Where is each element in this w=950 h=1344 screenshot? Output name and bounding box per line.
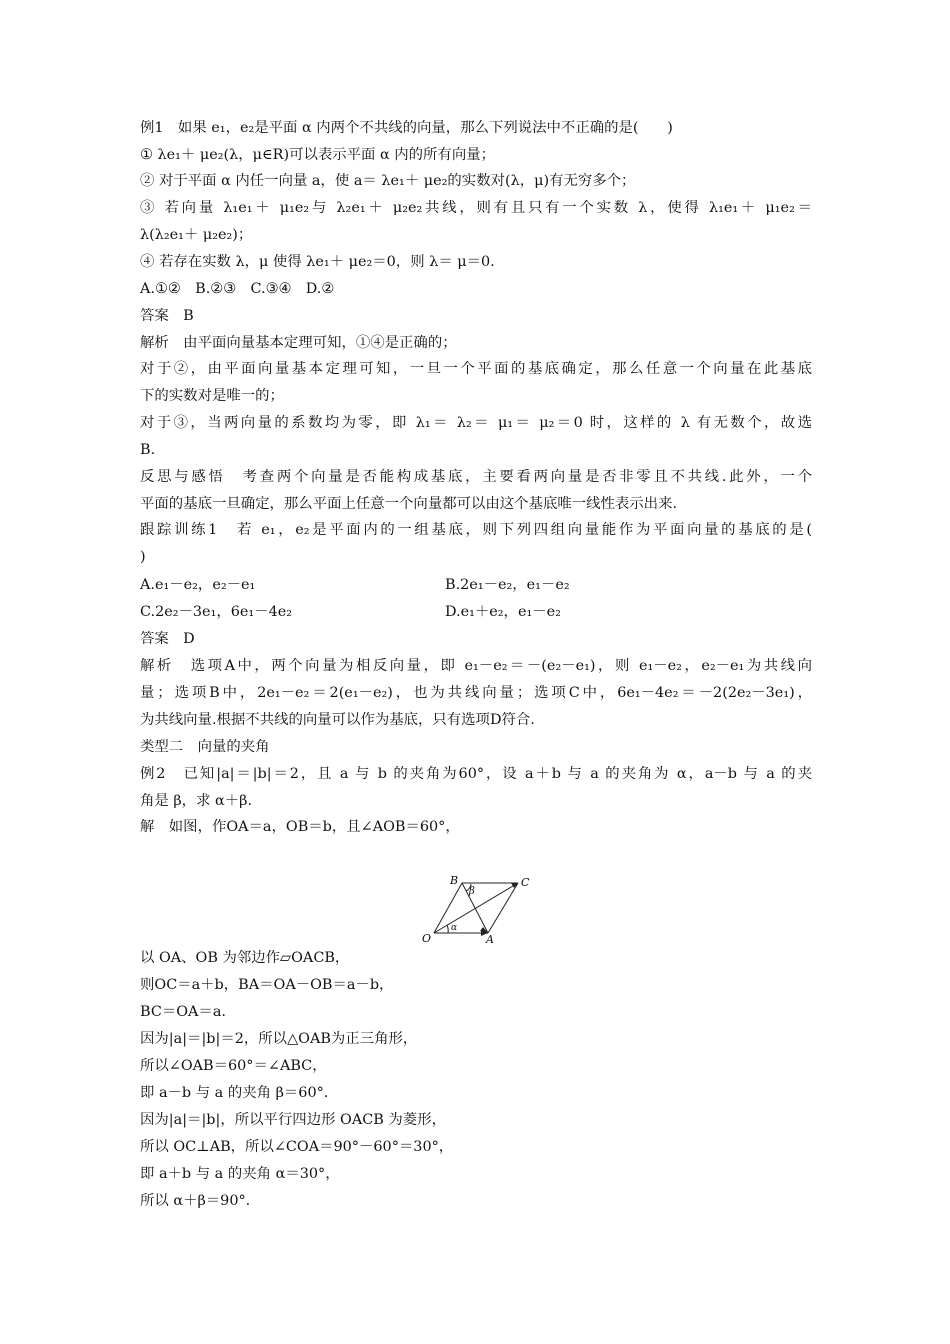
solution-line6: 所以∠OAB＝60°＝∠ABC， [140,1058,327,1074]
reflection-line2: 平面的基底一旦确定，那么平面上任意一个向量都可以由这个基底唯一线性表示出来. [140,496,678,512]
label-b: B [450,875,459,887]
practice1-question-end: ) [140,549,146,565]
example2-question-line1: 例2 已知|a|＝|b|＝2，且 a 与 b 的夹角为60°，设 a＋b 与 a 的夹角为 α，a－b 与 a 的夹 [140,766,812,782]
option-b: B.2e₁－e₂，e₁－e₂ [445,577,570,593]
practice1-analysis-line2: 量；选项B中，2e₁－e₂＝2(e₁－e₂)，也为共线向量；选项C中，6e₁－4e₂＝－2(2e₂－3e₁)， [140,685,812,701]
solution-line5: 因为|a|＝|b|＝2，所以△OAB为正三角形， [140,1031,418,1047]
option-c: C.2e₂－3e₁，6e₁－4e₂ [140,604,293,620]
example2-solution-line1: 解 如图，作OA＝a，OB＝b，且∠AOB＝60°， [140,819,460,835]
solution-line9: 所以 OC⊥AB，所以∠COA＝90°－60°＝30°， [140,1139,454,1155]
solution-line2: 以 OA、OB 为邻边作▱OACB， [140,950,350,966]
option-a: A.e₁－e₂，e₂－e₁ [140,577,256,593]
solution-line11: 所以 α＋β＝90°. [140,1193,251,1209]
label-c: C [521,876,530,889]
diagonal-oc [434,883,518,933]
statement-4: ④ 若存在实数 λ，μ 使得 λe₁＋ μe₂＝0，则 λ＝ μ＝0. [140,254,495,270]
segment-ac [488,883,518,933]
practice1-analysis-line1: 解析 选项A中，两个向量为相反向量，即 e₁－e₂＝－(e₂－e₁)，则 e₁－e₂，e₂－e₁为共线向 [140,658,812,674]
solution-line7: 即 a－b 与 a 的夹角 β＝60°. [140,1085,329,1101]
solution-line10: 即 a＋b 与 a 的夹角 α＝30°， [140,1166,340,1182]
label-a: A [486,933,494,945]
example1-question: 例1 如果 e₁，e₂是平面 α 内两个不共线的向量，那么下列说法中不正确的是( ) [140,120,673,136]
label-alpha: α [451,923,458,933]
practice1-question: 跟踪训练1 若 e₁，e₂是平面内的一组基底，则下列四组向量能作为平面向量的基底的是( [140,522,812,538]
statement-3-line1: ③ 若向量 λ₁e₁＋ μ₁e₂与 λ₂e₁＋ μ₂e₂共线，则有且只有一个实数 λ，使得 λ₁e₁＋ μ₁e₂＝ [140,200,812,216]
example1-analysis-line5: B. [140,442,156,458]
example1-options: A.①② B.②③ C.③④ D.② [140,281,335,297]
example2-question-line2: 角是 β，求 α＋β. [140,793,253,809]
option-d: D.e₁＋e₂，e₁－e₂ [445,604,561,620]
example1-analysis-line4: 对于③，当两向量的系数均为零，即 λ₁＝ λ₂＝ μ₁＝ μ₂＝0 时，这样的 λ 有无数个，故选 [140,415,812,431]
solution-line8: 因为|a|＝|b|，所以平行四边形 OACB 为菱形， [140,1112,446,1128]
example1-analysis-line3: 下的实数对是唯一的； [140,388,284,404]
example1-answer: 答案 B [140,308,194,324]
alpha-arc [447,925,448,933]
practice1-answer: 答案 D [140,631,195,647]
parallelogram-figure [422,875,552,945]
label-o: O [422,932,432,945]
section-heading-type2: 类型二 向量的夹角 [140,739,270,755]
example1-analysis-line1: 解析 由平面向量基本定理可知，①④是正确的； [140,335,457,351]
solution-line4: BC＝OA＝a. [140,1004,226,1020]
segment-ob [434,883,462,933]
example1-analysis-line2: 对于②，由平面向量基本定理可知，一旦一个平面的基底确定，那么任意一个向量在此基底 [140,361,812,377]
reflection-line1: 反思与感悟 考查两个向量是否能构成基底，主要看两向量是否非零且不共线.此外，一个 [140,469,812,485]
solution-line3: 则OC＝a＋b，BA＝OA－OB＝a－b， [140,977,394,993]
practice1-analysis-line3: 为共线向量.根据不共线的向量可以作为基底，只有选项D符合. [140,712,535,728]
statement-1: ① λe₁＋ μe₂(λ，μ∈R)可以表示平面 α 内的所有向量； [140,147,496,163]
label-beta: β [469,886,475,897]
statement-3-line2: λ(λ₂e₁＋ μ₂e₂)； [140,227,253,243]
statement-2: ② 对于平面 α 内任一向量 a，使 a＝ λe₁＋ μe₂的实数对(λ，μ)有无穷多个； [140,173,636,189]
